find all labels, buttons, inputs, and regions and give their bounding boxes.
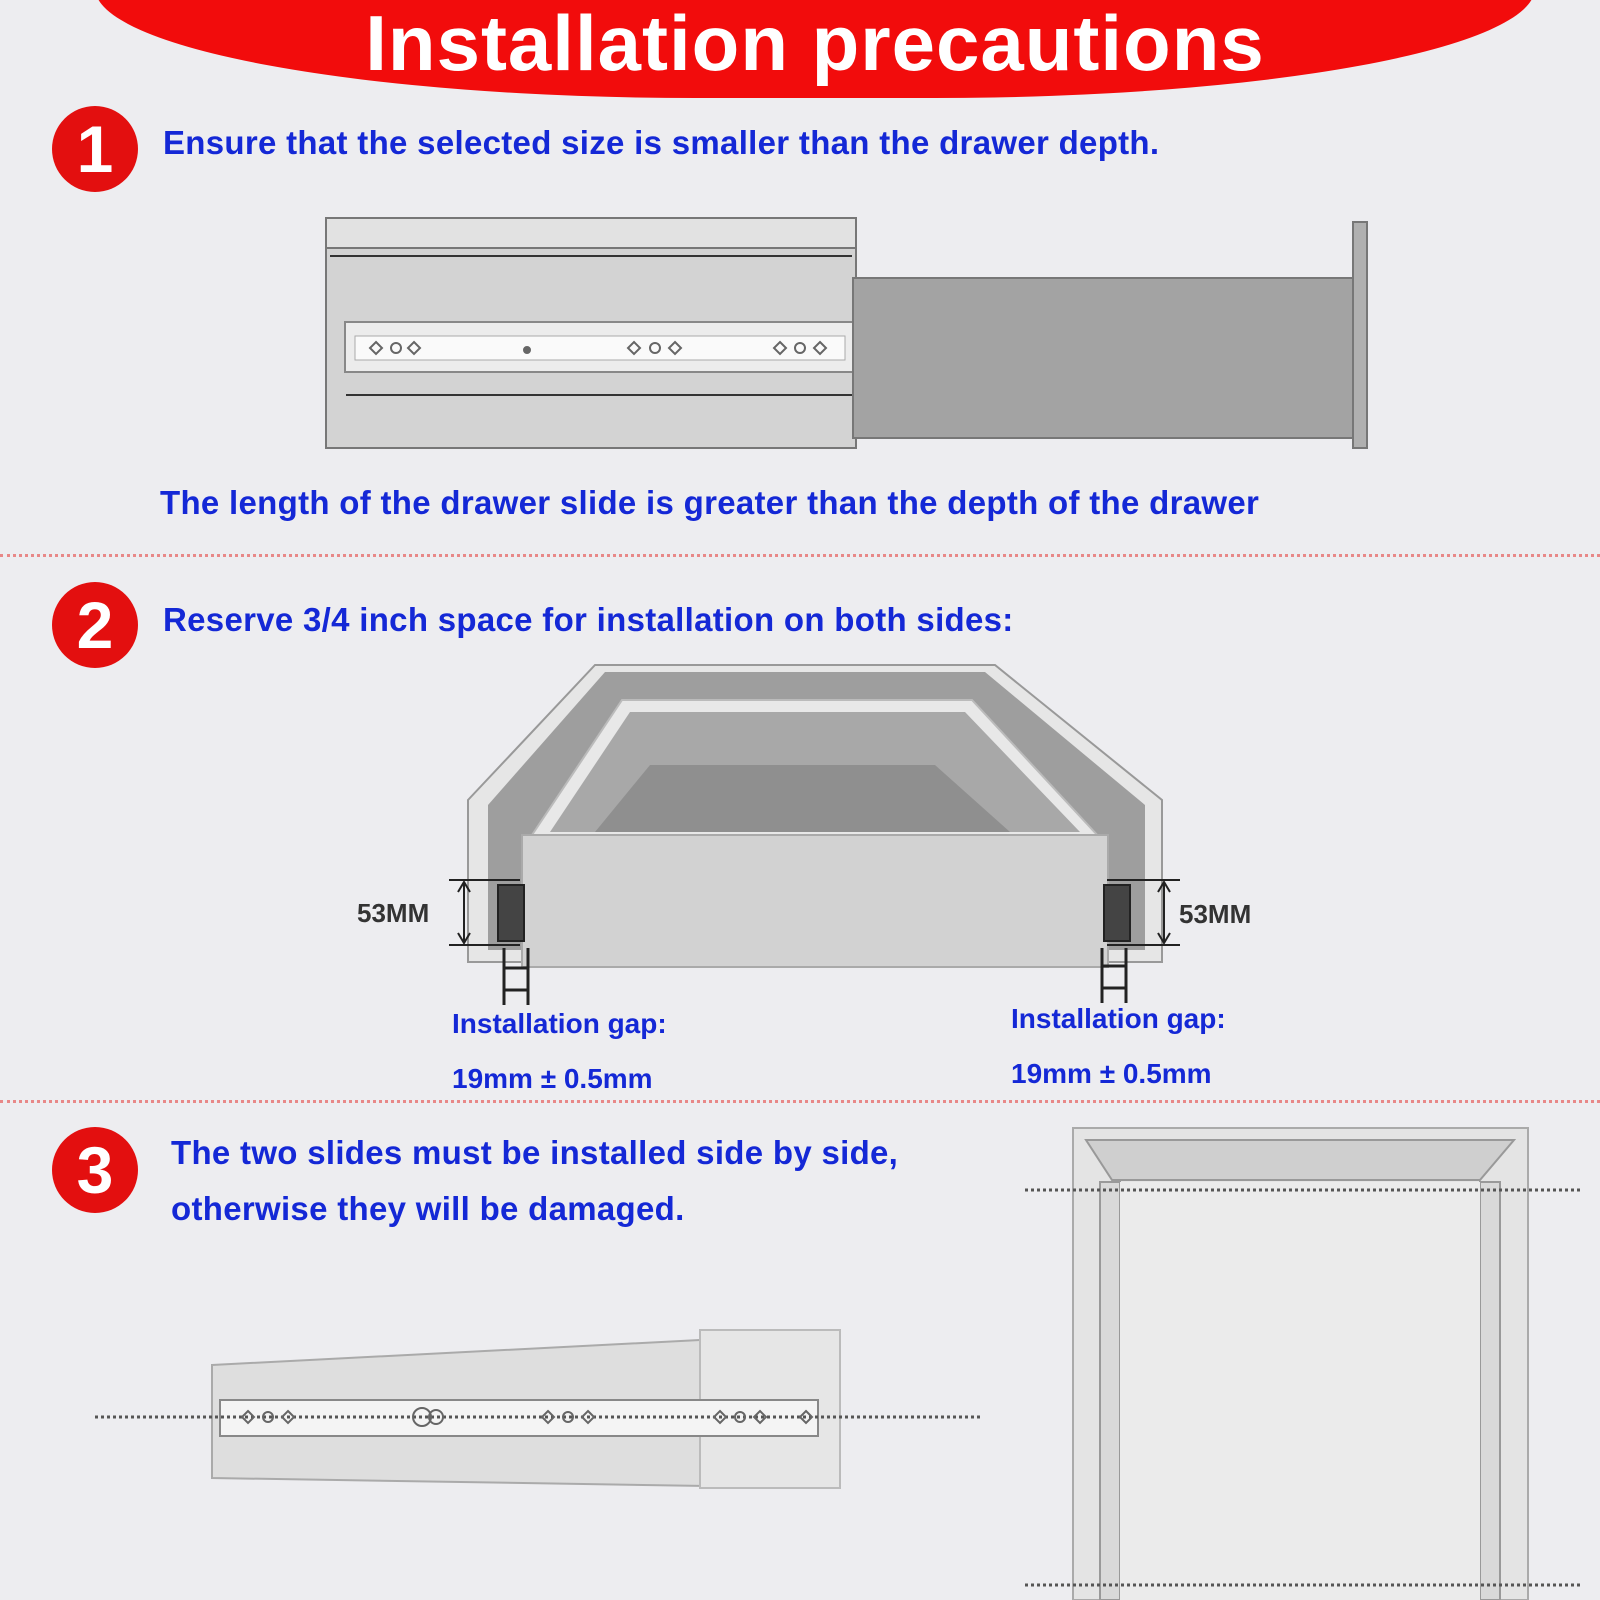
step-1-caption: The length of the drawer slide is greater than the depth of the drawer <box>160 484 1260 521</box>
page-title: Installation precautions <box>365 0 1265 87</box>
left-gap-title: Installation gap: <box>452 1008 667 1039</box>
divider-1 <box>0 554 1600 557</box>
step-2-badge: 2 <box>52 582 138 668</box>
left-gap-value: 19mm ± 0.5mm <box>452 1063 653 1094</box>
right-gap-value: 19mm ± 0.5mm <box>1011 1058 1212 1089</box>
right-gap-title: Installation gap: <box>1011 1003 1226 1034</box>
step-3-text-line1: The two slides must be installed side by side, <box>171 1134 899 1171</box>
left-dimension-label: 53MM <box>357 898 430 928</box>
step-2-drawer-illustration <box>449 665 1180 1005</box>
step-3-badge: 3 <box>52 1127 138 1213</box>
divider-2 <box>0 1100 1600 1103</box>
step-3-front-illustration <box>1025 1128 1580 1600</box>
step-2-text: Reserve 3/4 inch space for installation on both sides: <box>163 601 1014 638</box>
right-dimension-label: 53MM <box>1179 899 1252 929</box>
step-1-drawer-illustration <box>326 218 1367 448</box>
step-1-text: Ensure that the selected size is smaller than the drawer depth. <box>163 124 1160 161</box>
step-3-text-line2: otherwise they will be damaged. <box>171 1190 685 1227</box>
step-3-side-illustration <box>95 1330 982 1488</box>
step-1-badge: 1 <box>52 106 138 192</box>
